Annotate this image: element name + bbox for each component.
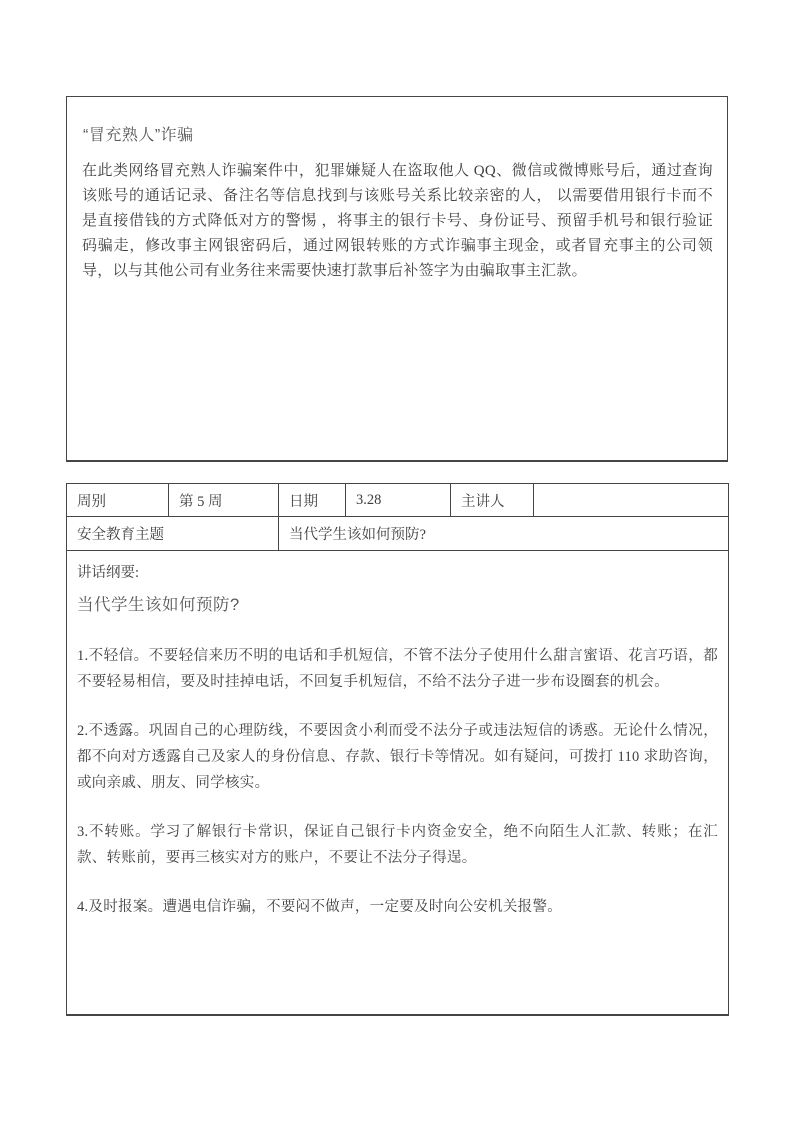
outline-paragraph-2: 2.不透露。巩固自己的心理防线，不要因贪小利而受不法分子或违法短信的诱惑。无论什么情况，都不向对方透露自己及家人的身份信息、存款、银行卡等情况。如有疑问，可拨打 110 求助咨询，或向亲戚、朋友、同学核实。 xyxy=(77,723,718,791)
table-content-row xyxy=(67,551,729,1016)
table-header-row xyxy=(67,484,729,517)
table-topic-row xyxy=(67,517,729,551)
topic-label-cell: 安全教育主题 xyxy=(67,517,279,551)
intro-title: “冒充熟人”诈骗 xyxy=(83,127,194,144)
topic-value-cell: 当代学生该如何预防? xyxy=(279,517,729,551)
speaker-value-cell xyxy=(534,484,729,517)
intro-paragraph: 在此类网络冒充熟人诈骗案件中，犯罪嫌疑人在盗取他人 QQ、微信或微博账号后，通过查询该账号的通话记录、备注名等信息找到与该账号关系比较亲密的人， 以需要借用银行卡而不是直接借钱的方式降低对方的警惕 ，将事主的银行卡号、身份证号、预留手机号和银行验证码骗走，修改事主网银密码后，通过网银转账的方式诈骗事主现金，或者冒充事主的公司领导，以与其他公司有业务往来需要快速打款事后补签字为由骗取事主汇款。 xyxy=(82,163,713,279)
outline-label: 讲话纲要: xyxy=(77,565,140,581)
outline-paragraph-3: 3.不转账。学习了解银行卡常识，保证自己银行卡内资金安全，绝不向陌生人汇款、转账；在汇款、转账前，要再三核实对方的账户，不要让不法分子得逞。 xyxy=(77,824,718,866)
speaker-label-cell: 主讲人 xyxy=(451,484,534,517)
week-value-cell: 第 5 周 xyxy=(169,484,279,517)
outline-paragraph-4: 4.及时报案。遭遇电信诈骗，不要闷不做声，一定要及时向公安机关报警。 xyxy=(77,899,563,915)
lesson-info-table xyxy=(66,483,729,1016)
outline-paragraph-1: 1.不轻信。不要轻信来历不明的电话和手机短信，不管不法分子使用什么甜言蜜语、花言巧语，都不要轻易相信，要及时挂掉电话，不回复手机短信，不给不法分子进一步布设圈套的机会。 xyxy=(77,648,718,690)
date-value-cell: 3.28 xyxy=(346,484,451,517)
week-label-cell: 周别 xyxy=(67,484,169,517)
outline-heading: 当代学生该如何预防? xyxy=(77,596,240,614)
fraud-intro-box xyxy=(66,96,728,462)
date-label-cell: 日期 xyxy=(279,484,346,517)
outline-content-cell xyxy=(67,551,729,1016)
